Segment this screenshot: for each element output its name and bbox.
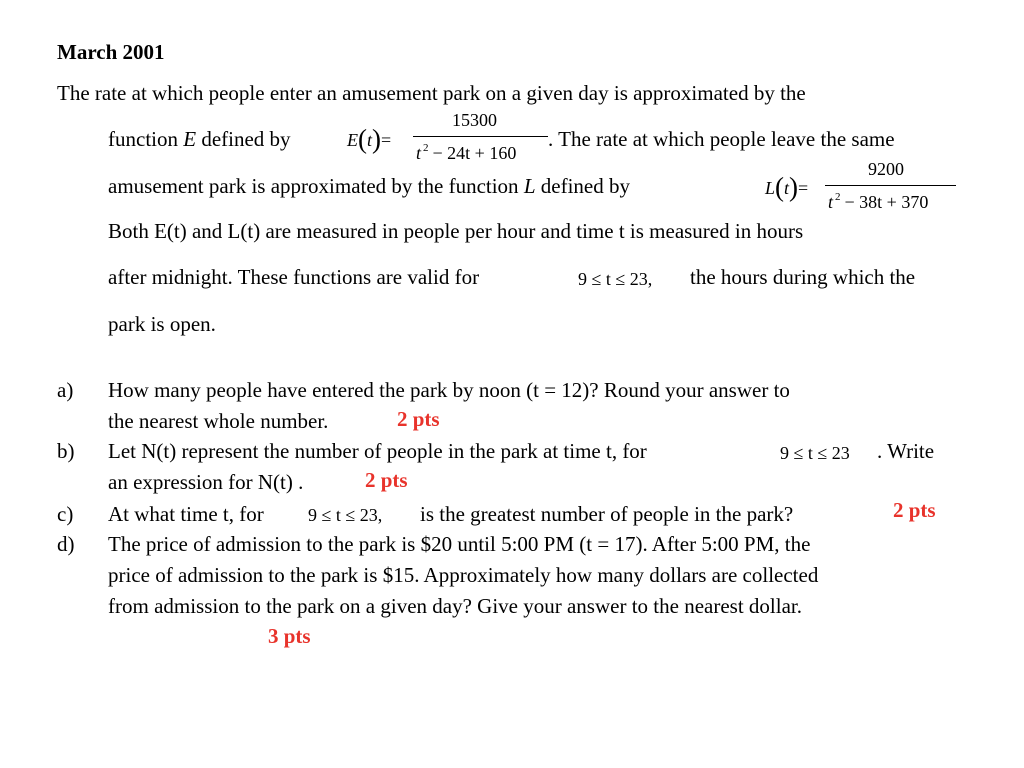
- formula-e-numerator: 15300: [452, 110, 497, 130]
- formula-l-denominator: [828, 192, 928, 213]
- intro-line-1: The rate at which people enter an amusement park on a given day is approximated by the: [57, 81, 806, 105]
- question-d-line-1: The price of admission to the park is $20 until 5:00 PM (t = 17). After 5:00 PM, the: [108, 532, 811, 556]
- intro-line-3-text: amusement park is approximated by the function: [108, 174, 524, 198]
- formula-e-label: E: [347, 130, 358, 150]
- question-b-line-2: an expression for N(t) .: [108, 470, 304, 494]
- formula-l-eq: =: [798, 178, 809, 198]
- question-a-label: a): [57, 378, 74, 402]
- intro-line-2a-pre: function: [108, 127, 184, 151]
- question-c-domain: 9 ≤ t ≤ 23,: [308, 505, 383, 525]
- question-b-line-1b: . Write: [877, 439, 935, 463]
- intro-line-2a-var: E: [183, 127, 197, 151]
- formula-e-den-rest: − 24t + 160: [432, 143, 517, 163]
- intro-line-3-var: L: [523, 174, 536, 198]
- question-c-points: 2 pts: [893, 498, 936, 522]
- formula-l-den-rest: − 38t + 370: [844, 192, 929, 212]
- question-b-domain: 9 ≤ t ≤ 23: [780, 443, 850, 463]
- formula-l-lhs: L(t)=: [765, 172, 809, 202]
- formula-l-fraction-bar: [825, 185, 956, 186]
- formula-l-den-exp: 2: [835, 191, 841, 203]
- question-b-line-1a: Let N(t) represent the number of people in the park at time t, for: [108, 439, 647, 463]
- formula-e-den-exp: 2: [423, 142, 429, 154]
- question-d-line-3: from admission to the park on a given day? Give your answer to the nearest dollar.: [108, 594, 802, 618]
- domain-inequality: 9 ≤ t ≤ 23,: [578, 269, 653, 289]
- formula-e-denominator: [416, 143, 516, 164]
- question-d-label: d): [57, 532, 75, 556]
- question-d-line-2: price of admission to the park is $15. Approximately how many dollars are collected: [108, 563, 819, 587]
- intro-line-3: [108, 174, 630, 198]
- formula-e-lhs: E(t)=: [347, 124, 392, 154]
- formula-e-arg: t: [367, 130, 373, 150]
- question-c-line-1a: At what time t, for: [108, 502, 264, 526]
- formula-l-arg: t: [784, 178, 790, 198]
- formula-l-label: L: [765, 178, 776, 198]
- question-a-line-1: How many people have entered the park by noon (t = 12)? Round your answer to: [108, 378, 790, 402]
- question-a-points: 2 pts: [397, 407, 440, 431]
- page-title: March 2001: [57, 40, 165, 64]
- question-c-label: c): [57, 502, 74, 526]
- formula-e-fraction-bar: [413, 136, 548, 137]
- formula-e-eq: =: [381, 130, 392, 150]
- intro-line-2a: [108, 127, 291, 151]
- formula-l-den-t: t: [828, 192, 834, 212]
- intro-line-5a: after midnight. These functions are valid for: [108, 265, 480, 289]
- question-b-label: b): [57, 439, 75, 463]
- question-d-points: 3 pts: [268, 624, 311, 648]
- formula-e-den-t: t: [416, 143, 422, 163]
- question-c-line-1b: is the greatest number of people in the park?: [420, 502, 794, 526]
- question-b-points: 2 pts: [365, 468, 408, 492]
- intro-line-2a-post: defined by: [196, 127, 291, 151]
- question-a-line-2: the nearest whole number.: [108, 409, 329, 433]
- intro-line-3-post: defined by: [535, 174, 630, 198]
- intro-line-6: park is open.: [108, 312, 216, 336]
- intro-line-4: Both E(t) and L(t) are measured in people per hour and time t is measured in hours: [108, 219, 804, 243]
- formula-l-numerator: 9200: [868, 159, 904, 179]
- intro-line-2b: . The rate at which people leave the same: [548, 127, 895, 151]
- intro-line-5b: the hours during which the: [690, 265, 916, 289]
